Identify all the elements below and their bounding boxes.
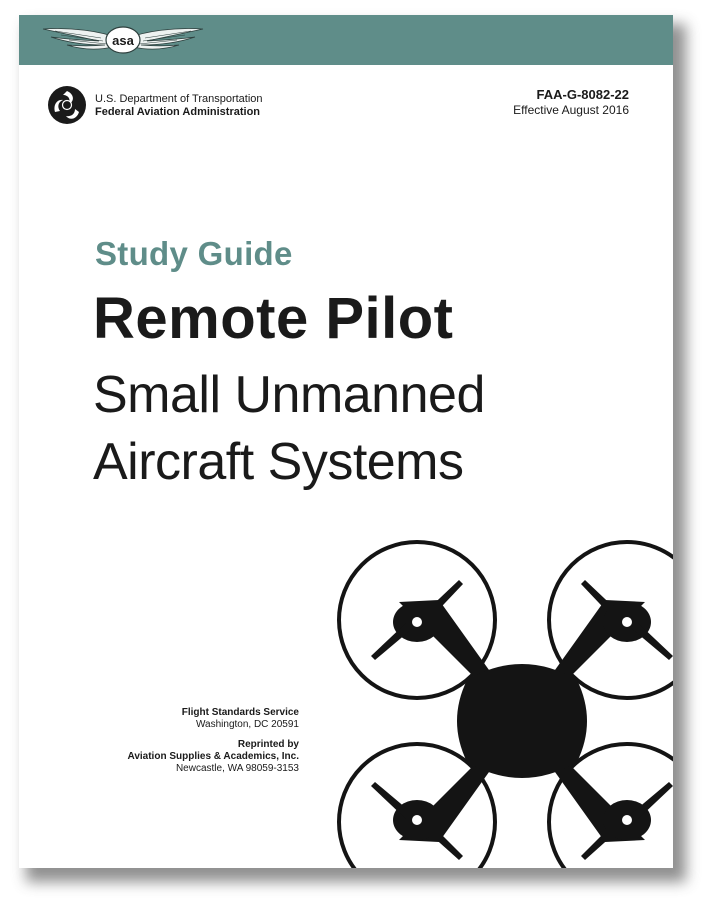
subtitle-line-2: Aircraft Systems <box>93 433 464 491</box>
reprinter-name: Aviation Supplies & Academics, Inc. <box>127 751 299 762</box>
issuing-org-address: Washington, DC 20591 <box>195 719 299 730</box>
title-kicker: Study Guide <box>95 235 293 272</box>
subtitle-line-1: Small Unmanned <box>93 366 485 424</box>
department-block <box>95 93 263 119</box>
top-band <box>19 15 673 65</box>
quadcopter-drone-illustration-icon <box>329 530 673 868</box>
effective-date: Effective August 2016 <box>513 103 629 117</box>
asa-logo-text: asa <box>112 33 134 48</box>
reprinter-address: Newcastle, WA 98059-3153 <box>175 763 299 774</box>
document-code: FAA-G-8082-22 <box>536 87 629 102</box>
reprinted-label: Reprinted by <box>237 739 299 750</box>
issuing-org: Flight Standards Service <box>181 707 299 718</box>
main-title: Remote Pilot <box>93 286 454 351</box>
department-name: U.S. Department of Transportation <box>95 93 263 105</box>
dot-triskelion-logo-icon <box>47 85 87 125</box>
document-number-block <box>513 87 629 117</box>
agency-name: Federal Aviation Administration <box>95 106 261 118</box>
asa-wings-logo-icon <box>41 21 205 57</box>
book-cover <box>19 15 673 868</box>
credits-block <box>127 707 299 775</box>
